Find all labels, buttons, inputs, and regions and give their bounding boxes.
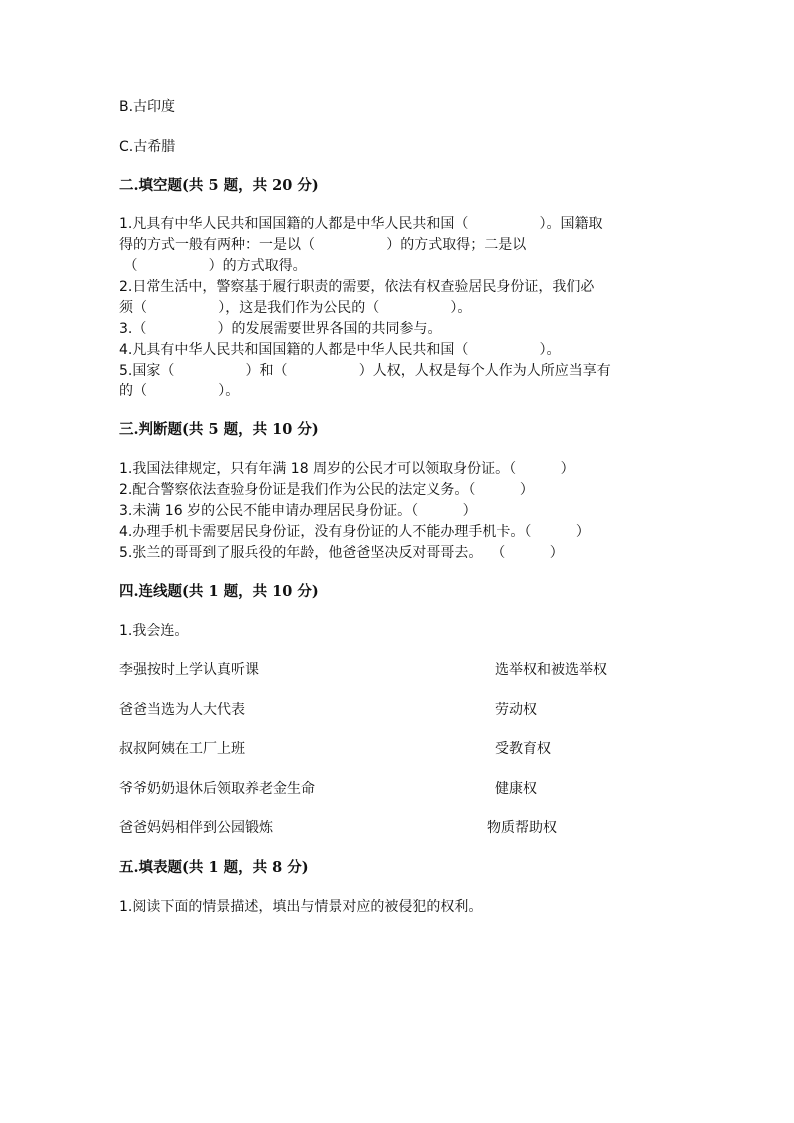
true-false-line: 5.张兰的哥哥到了服兵役的年龄，他爸爸坚决反对哥哥去。 （ ） [119,545,564,561]
true-false-line: 4.办理手机卡需要居民身份证，没有身份证的人不能办理手机卡。（ ） [119,524,590,540]
table-question: 1.阅读下面的情景描述，填出与情景对应的被侵犯的权利。 [119,899,483,915]
matching-left-item: 李强按时上学认真听课 [119,662,259,678]
matching-left-item: 爸爸当选为人大代表 [119,702,245,718]
fill-blank-line: 5.国家（ ）和（ ）人权，人权是每个人作为人所应当享有 [119,363,611,379]
matching-right-item: 健康权 [495,781,537,797]
true-false-line: 1.我国法律规定，只有年满 18 周岁的公民才可以领取身份证。（ ） [119,461,575,477]
section-heading-matching: 四.连线题(共 1 题，共 10 分) [119,583,319,600]
fill-blank-line: 2.日常生活中，警察基于履行职责的需要，依法有权查验居民身份证，我们必 [119,279,595,295]
section-heading-true-false: 三.判断题(共 5 题，共 10 分) [119,421,319,438]
section-heading-fill-blank: 二.填空题(共 5 题，共 20 分) [119,177,319,194]
matching-left-item: 叔叔阿姨在工厂上班 [119,741,245,757]
fill-blank-line: 3.（ ）的发展需要世界各国的共同参与。 [119,321,442,337]
matching-question: 1.我会连。 [119,623,189,639]
matching-right-item: 劳动权 [495,702,537,718]
matching-right-item: 选举权和被选举权 [495,662,607,678]
matching-right-item: 受教育权 [495,741,551,757]
matching-left-item: 爸爸妈妈相伴到公园锻炼 [119,820,273,836]
section-heading-table: 五.填表题(共 1 题，共 8 分) [119,859,309,876]
fill-blank-line: 1.凡具有中华人民共和国国籍的人都是中华人民共和国（ ）。国籍取 [119,216,603,232]
fill-blank-line: （ ）的方式取得。 [119,258,307,274]
option-c: C.古希腊 [119,139,176,155]
fill-blank-line: 须（ ），这是我们作为公民的（ ）。 [119,300,472,316]
option-b: B.古印度 [119,99,176,115]
matching-right-item: 物质帮助权 [487,820,557,836]
matching-left-item: 爷爷奶奶退休后领取养老金生命 [119,781,315,797]
true-false-line: 2.配合警察依法查验身份证是我们作为公民的法定义务。（ ） [119,482,534,498]
fill-blank-line: 的（ ）。 [119,383,240,399]
fill-blank-line: 得的方式一般有两种：一是以（ ）的方式取得；二是以 [119,237,527,253]
true-false-line: 3.未满 16 岁的公民不能申请办理居民身份证。（ ） [119,503,477,519]
fill-blank-line: 4.凡具有中华人民共和国国籍的人都是中华人民共和国（ ）。 [119,342,561,358]
